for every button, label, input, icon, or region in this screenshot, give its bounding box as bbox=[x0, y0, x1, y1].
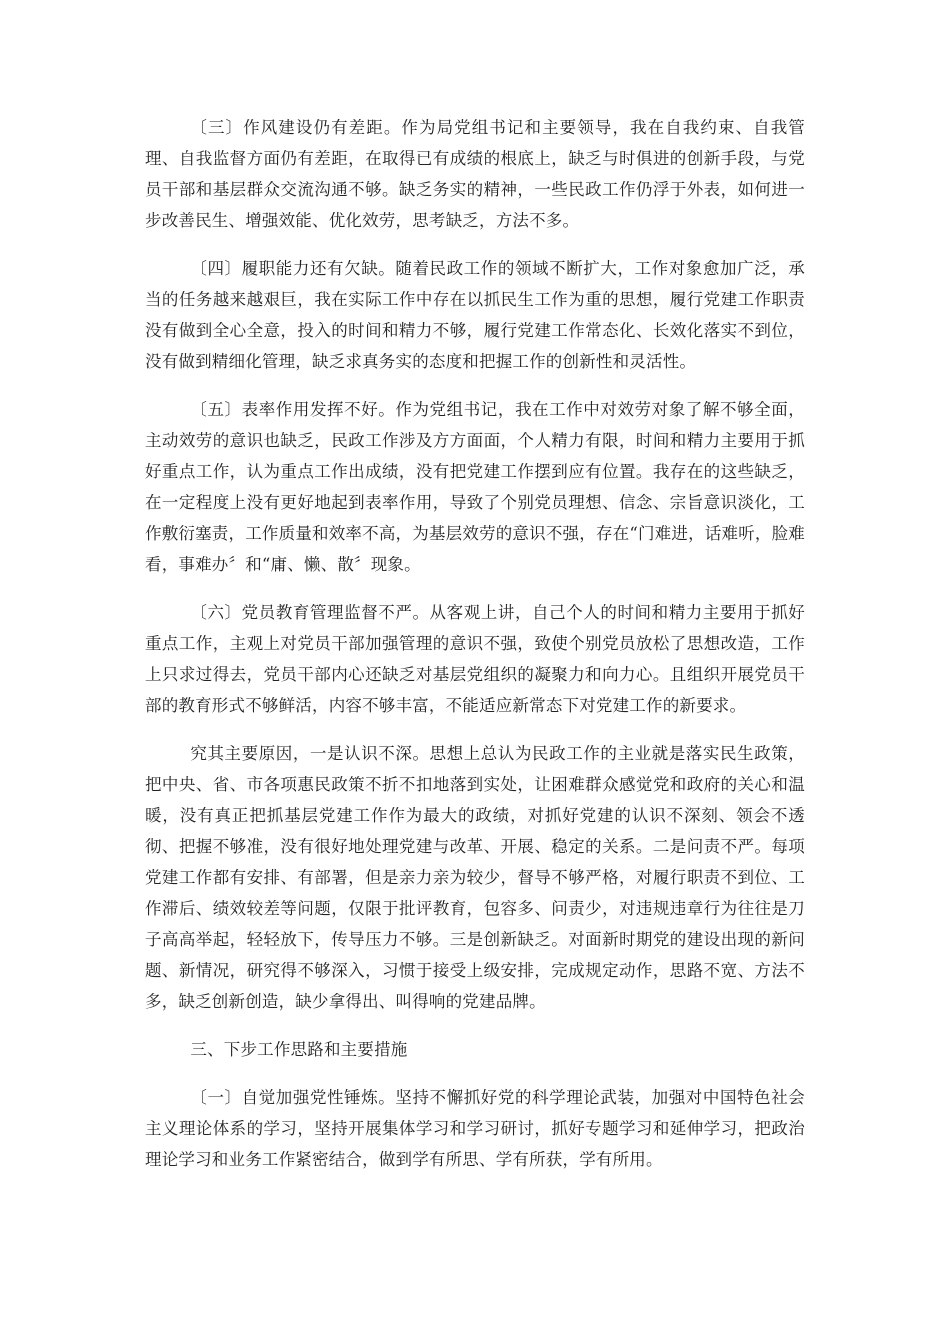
paragraph-root-causes: 究其主要原因，一是认识不深。思想上总认为民政工作的主业就是落实民生政策，把中央、省、市各项惠民政策不折不扣地落到实处，让困难群众感觉党和政府的关心和温暖，没有真正把抓基层党建工作作为最大的政绩，对抓好党建的认识不深刻、领会不透彻、把握不够准，没有很好地处理党建与改革、开展、稳定的关系。二是问责不严。每项党建工作都有安排、有部署，但是亲力亲为较少，督导不够严格，对履行职责不到位、工作滞后、绩效较差等问题，仅限于批评教育，包容多、问责少，对违规违章行为往往是刀子高高举起，轻轻放下，传导压力不够。三是创新缺乏。对面新时期党的建设出现的新问题、新情况，研究得不够深入，习惯于接受上级安排，完成规定动作，思路不宽、方法不多，缺乏创新创造，缺少拿得出、叫得响的党建品牌。 bbox=[145, 744, 805, 1011]
paragraph-party-spirit: 〔一〕自觉加强党性锤炼。坚持不懈抓好党的科学理论武装，加强对中国特色社会主义理论体系的学习，坚持开展集体学习和学习研讨，抓好专题学习和延伸学习，把政治理论学习和业务工作紧密结合，做到学有所思、学有所获，学有所用。 bbox=[145, 1088, 805, 1169]
paragraph-style-gap: 〔三〕作风建设仍有差距。作为局党组书记和主要领导，我在自我约束、自我管理、自我监督方面仍有差距，在取得已有成绩的根底上，缺乏与时俱进的创新手段，与党员干部和基层群众交流沟通不够。缺乏务实的精神，一些民政工作仍浮于外表，如何进一步改善民生、增强效能、优化效劳，思考缺乏，方法不多。 bbox=[145, 118, 805, 230]
section-heading-next-steps: 三、下步工作思路和主要措施 bbox=[190, 1040, 408, 1059]
paragraph-role-model: 〔五〕表率作用发挥不好。作为党组书记，我在工作中对效劳对象了解不够全面，主动效劳的意识也缺乏，民政工作涉及方方面面，个人精力有限，时间和精力主要用于抓好重点工作，认为重点工作出成绩，没有把党建工作摆到应有位置。我存在的这些缺乏，在一定程度上没有更好地起到表率作用，导致了个别党员理想、信念、宗旨意识淡化，工作敷衍塞责，工作质量和效率不高，为基层效劳的意识不强，存在“门难进，话难听，脸难看，事难办〞和“庸、懒、散〞现象。 bbox=[145, 400, 805, 574]
paragraph-capability-gap: 〔四〕履职能力还有欠缺。随着民政工作的领域不断扩大，工作对象愈加广泛，承当的任务越来越艰巨，我在实际工作中存在以抓民生工作为重的思想，履行党建工作职责没有做到全心全意，投入的时间和精力不够，履行党建工作常态化、长效化落实不到位，没有做到精细化管理，缺乏求真务实的态度和把握工作的创新性和灵活性。 bbox=[145, 259, 805, 371]
paragraph-member-supervision: 〔六〕党员教育管理监督不严。从客观上讲，自己个人的时间和精力主要用于抓好重点工作，主观上对党员干部加强管理的意识不强，致使个别党员放松了思想改造，工作上只求过得去，党员干部内心还缺乏对基层党组织的凝聚力和向力心。且组织开展党员干部的教育形式不够鲜活，内容不够丰富，不能适应新常态下对党建工作的新要求。 bbox=[145, 603, 805, 715]
document-body bbox=[145, 112, 805, 1192]
